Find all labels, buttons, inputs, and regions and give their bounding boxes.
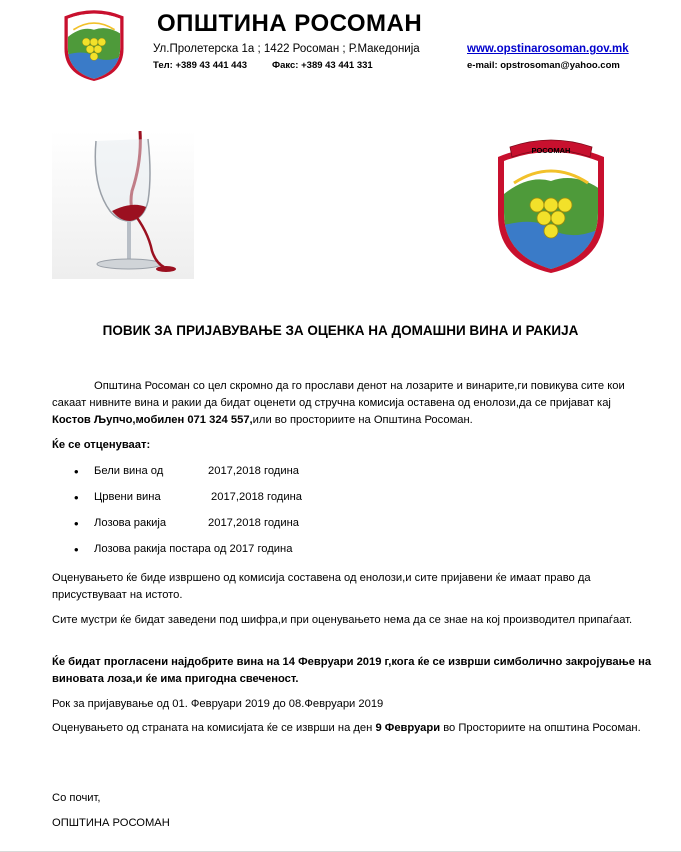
fax-number: Факс: +389 43 441 331 (272, 60, 373, 71)
wine-glass-image (52, 131, 194, 279)
item-years: 2017,2018 година (211, 491, 302, 503)
intro-paragraph (52, 378, 652, 429)
evaluated-heading: Ќе се отценуваат: (52, 439, 151, 451)
municipality-name: ОПШТИНА РОСОМАН (157, 10, 423, 37)
evaluation-date-paragraph (52, 720, 652, 737)
item-label: Лозова ракија постара од 2017 година (94, 543, 293, 555)
municipality-emblem (494, 133, 608, 273)
signature: ОПШТИНА РОСОМАН (52, 817, 170, 829)
bullet-icon: • (74, 542, 79, 557)
email-address: e-mail: opstrosoman@yahoo.com (467, 60, 620, 71)
emblem-banner-text: РОСОМАН (531, 146, 571, 155)
phone-number: Тел: +389 43 441 443 (153, 60, 248, 71)
deadline-paragraph: Рок за пријавување од 01. Февруари 2019 до 08.Февруари 2019 (52, 698, 384, 710)
municipality-emblem-logo (62, 3, 126, 81)
closing-greeting: Со почит, (52, 792, 101, 804)
bullet-icon: • (74, 464, 79, 479)
item-label: Бели вина од (94, 465, 164, 477)
intro-text: Општина Росоман со цел скромно да го прослави денот на лозарите и винарите,ги повикува сите кои сакаат нивните вина и ракии да бидат оценети од стручна комисија оставена од енолози,да се пријават кај (52, 380, 625, 409)
municipality-address: Ул.Пролетерска 1а ; 1422 Росоман ; Р.Македонија (153, 43, 420, 55)
winners-paragraph: Ќе бидат прогласени најдобрите вина на 14 Февруари 2019 г,кога ќе се изврши симболично закројување на виновата лоза,и ќе има пригодна свеченост. (52, 656, 652, 685)
bullet-icon: • (74, 490, 79, 505)
date-text-end: во Просториите на општина Росоман. (440, 722, 641, 734)
evaluation-paragraph: Оценувањето ќе биде извршено од комисија составена од енолози,и сите пријавени ќе имаат право да присуствуваат на истото. (52, 572, 591, 601)
codes-paragraph: Сите мустри ќе бидат заведени под шифра,и при оценувањето нема да се знае на кој производител припаѓаат. (52, 614, 633, 626)
evaluation-date: 9 Февруари (375, 722, 441, 734)
document-title: ПОВИК ЗА ПРИЈАВУВАЊЕ ЗА ОЦЕНКА НА ДОМАШНИ ВИНА И РАКИЈА (102, 323, 579, 338)
date-text: Оценувањето од страната на комисијата ќе се изврши на ден (52, 722, 376, 734)
item-label: Лозова ракија (94, 517, 167, 529)
bullet-icon: • (74, 516, 79, 531)
item-years: 2017,2018 година (208, 465, 299, 477)
intro-text-end: или во просториите на Општина Росоман. (252, 414, 473, 426)
item-label: Црвени вина (94, 491, 161, 503)
item-years: 2017,2018 година (208, 517, 299, 529)
website-link[interactable]: www.opstinarosoman.gov.mk (467, 43, 629, 55)
contact-person: Костов Љупчо,мобилен 071 324 557, (52, 414, 253, 426)
